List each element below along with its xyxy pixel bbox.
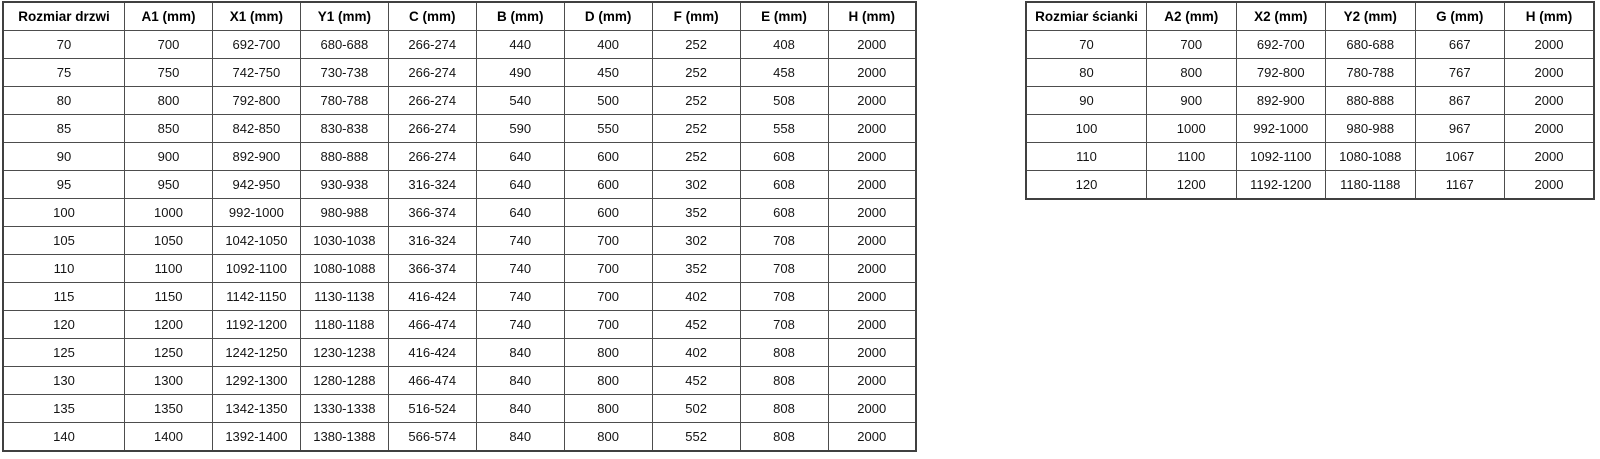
table-cell: 600 [564,143,652,171]
table-cell: 2000 [828,339,916,367]
table-cell: 792-800 [212,87,300,115]
table-cell: 600 [564,171,652,199]
table-cell: 980-988 [300,199,388,227]
table-cell: 2000 [828,227,916,255]
table-cell: 850 [125,115,213,143]
column-header: A2 (mm) [1147,2,1237,31]
table-cell: 1342-1350 [212,395,300,423]
table-cell: 700 [1147,31,1237,59]
table-cell: 2000 [828,87,916,115]
table-cell: 2000 [828,423,916,452]
table-cell: 85 [3,115,125,143]
table-cell: 266-274 [388,31,476,59]
table-cell: 740 [476,255,564,283]
table-cell: 808 [740,367,828,395]
table-row [3,31,916,59]
column-header: Y2 (mm) [1326,2,1416,31]
table-cell: 742-750 [212,59,300,87]
table-cell: 1250 [125,339,213,367]
table-cell: 1230-1238 [300,339,388,367]
table-cell: 840 [476,423,564,452]
table-cell: 708 [740,311,828,339]
table-cell: 792-800 [1236,59,1326,87]
table-cell: 450 [564,59,652,87]
table-cell: 502 [652,395,740,423]
table-cell: 1130-1138 [300,283,388,311]
column-header: Y1 (mm) [300,2,388,31]
table-cell: 252 [652,31,740,59]
table-row [3,395,916,423]
table-cell: 2000 [1505,115,1595,143]
table-cell: 2000 [1505,87,1595,115]
table-cell: 2000 [828,115,916,143]
table-cell: 1350 [125,395,213,423]
table-cell: 1142-1150 [212,283,300,311]
table-cell: 566-574 [388,423,476,452]
table-cell: 800 [564,367,652,395]
table-row [3,255,916,283]
table-cell: 100 [3,199,125,227]
table-cell: 900 [1147,87,1237,115]
table-cell: 1192-1200 [1236,171,1326,200]
table-cell: 1080-1088 [300,255,388,283]
table-cell: 500 [564,87,652,115]
table-cell: 466-474 [388,311,476,339]
header-row [1026,2,1594,31]
table-row [1026,143,1594,171]
table-cell: 120 [1026,171,1147,200]
table-cell: 808 [740,395,828,423]
table-cell: 95 [3,171,125,199]
table-cell: 120 [3,311,125,339]
table-cell: 680-688 [1326,31,1416,59]
table-cell: 1292-1300 [212,367,300,395]
table-cell: 992-1000 [1236,115,1326,143]
table-cell: 992-1000 [212,199,300,227]
table-cell: 90 [3,143,125,171]
table-cell: 1100 [1147,143,1237,171]
table-cell: 75 [3,59,125,87]
table-cell: 830-838 [300,115,388,143]
table-cell: 1100 [125,255,213,283]
table-cell: 800 [125,87,213,115]
table-row [3,143,916,171]
table-cell: 302 [652,227,740,255]
table-cell: 900 [125,143,213,171]
table-cell: 2000 [828,199,916,227]
table-cell: 1030-1038 [300,227,388,255]
column-header: A1 (mm) [125,2,213,31]
table-cell: 452 [652,311,740,339]
table-cell: 1092-1100 [1236,143,1326,171]
table-cell: 892-900 [1236,87,1326,115]
table-cell: 1067 [1415,143,1505,171]
table-cell: 266-274 [388,115,476,143]
table-cell: 800 [564,395,652,423]
table-cell: 408 [740,31,828,59]
table-cell: 967 [1415,115,1505,143]
table-cell: 252 [652,59,740,87]
table-cell: 516-524 [388,395,476,423]
wall-dimensions-table [1025,1,1595,200]
table-row [1026,31,1594,59]
table-cell: 140 [3,423,125,452]
table-cell: 1242-1250 [212,339,300,367]
table-cell: 2000 [828,283,916,311]
table-cell: 1330-1338 [300,395,388,423]
table-row [3,423,916,452]
column-header: Rozmiar drzwi [3,2,125,31]
table-row [1026,171,1594,200]
table-cell: 366-374 [388,199,476,227]
table-cell: 708 [740,255,828,283]
table-row [3,311,916,339]
column-header: C (mm) [388,2,476,31]
table-cell: 708 [740,283,828,311]
table-cell: 930-938 [300,171,388,199]
table-cell: 2000 [1505,31,1595,59]
table-cell: 2000 [828,59,916,87]
table-cell: 266-274 [388,59,476,87]
table-cell: 842-850 [212,115,300,143]
table-cell: 80 [3,87,125,115]
table-cell: 70 [1026,31,1147,59]
table-cell: 252 [652,115,740,143]
table-cell: 767 [1415,59,1505,87]
table-cell: 135 [3,395,125,423]
table-cell: 2000 [1505,171,1595,200]
table-cell: 2000 [828,255,916,283]
table-cell: 452 [652,367,740,395]
table-cell: 590 [476,115,564,143]
table-cell: 700 [564,255,652,283]
table-cell: 840 [476,339,564,367]
table-cell: 608 [740,143,828,171]
column-header: F (mm) [652,2,740,31]
table-cell: 700 [125,31,213,59]
table-cell: 550 [564,115,652,143]
table-cell: 130 [3,367,125,395]
table-row [3,87,916,115]
table-cell: 680-688 [300,31,388,59]
table-cell: 1150 [125,283,213,311]
table-cell: 880-888 [1326,87,1416,115]
table-cell: 466-474 [388,367,476,395]
table-cell: 1180-1188 [300,311,388,339]
column-header: H (mm) [1505,2,1595,31]
table-cell: 740 [476,227,564,255]
table-cell: 110 [1026,143,1147,171]
table-cell: 110 [3,255,125,283]
table-cell: 867 [1415,87,1505,115]
table-cell: 105 [3,227,125,255]
table-cell: 508 [740,87,828,115]
table-cell: 1180-1188 [1326,171,1416,200]
column-header: Rozmiar ścianki [1026,2,1147,31]
table-row [3,283,916,311]
table-cell: 942-950 [212,171,300,199]
table-cell: 100 [1026,115,1147,143]
table-cell: 840 [476,395,564,423]
table-cell: 700 [564,311,652,339]
table-cell: 352 [652,199,740,227]
table-cell: 402 [652,283,740,311]
table-cell: 1000 [125,199,213,227]
table-cell: 266-274 [388,87,476,115]
table-cell: 608 [740,199,828,227]
table-cell: 700 [564,227,652,255]
table-cell: 2000 [828,395,916,423]
column-header: B (mm) [476,2,564,31]
table-cell: 125 [3,339,125,367]
table-cell: 808 [740,339,828,367]
table-cell: 1050 [125,227,213,255]
table-cell: 640 [476,143,564,171]
table-cell: 1167 [1415,171,1505,200]
table-cell: 90 [1026,87,1147,115]
table-row [3,171,916,199]
table-cell: 1042-1050 [212,227,300,255]
table-cell: 400 [564,31,652,59]
table-cell: 266-274 [388,143,476,171]
table-cell: 808 [740,423,828,452]
table-cell: 1400 [125,423,213,452]
table-cell: 1380-1388 [300,423,388,452]
table-cell: 2000 [828,367,916,395]
table-cell: 1000 [1147,115,1237,143]
table-cell: 880-888 [300,143,388,171]
table-row [1026,87,1594,115]
column-header: X2 (mm) [1236,2,1326,31]
table-cell: 2000 [828,171,916,199]
table-cell: 316-324 [388,171,476,199]
table-cell: 352 [652,255,740,283]
table-cell: 840 [476,367,564,395]
table-cell: 780-788 [1326,59,1416,87]
column-header: X1 (mm) [212,2,300,31]
table-cell: 2000 [1505,143,1595,171]
table-cell: 2000 [828,31,916,59]
table-cell: 692-700 [1236,31,1326,59]
table-cell: 892-900 [212,143,300,171]
table-cell: 740 [476,311,564,339]
table-cell: 2000 [1505,59,1595,87]
table-cell: 416-424 [388,339,476,367]
table-cell: 800 [564,423,652,452]
table-cell: 440 [476,31,564,59]
table-cell: 252 [652,143,740,171]
table-cell: 1300 [125,367,213,395]
table-cell: 1200 [125,311,213,339]
table-cell: 1080-1088 [1326,143,1416,171]
door-dimensions-table [2,1,917,452]
column-header: H (mm) [828,2,916,31]
table-cell: 302 [652,171,740,199]
table-cell: 490 [476,59,564,87]
table-cell: 640 [476,199,564,227]
table-cell: 750 [125,59,213,87]
table-cell: 402 [652,339,740,367]
table-cell: 950 [125,171,213,199]
header-row [3,2,916,31]
table-cell: 780-788 [300,87,388,115]
table-row [1026,115,1594,143]
column-header: G (mm) [1415,2,1505,31]
table-cell: 2000 [828,311,916,339]
table-cell: 1392-1400 [212,423,300,452]
table-cell: 316-324 [388,227,476,255]
table-cell: 558 [740,115,828,143]
table-cell: 800 [564,339,652,367]
table-cell: 740 [476,283,564,311]
table-cell: 552 [652,423,740,452]
table-row [3,339,916,367]
table-cell: 366-374 [388,255,476,283]
table-cell: 416-424 [388,283,476,311]
table-cell: 730-738 [300,59,388,87]
column-header: D (mm) [564,2,652,31]
table-cell: 667 [1415,31,1505,59]
table-row [3,227,916,255]
table-cell: 708 [740,227,828,255]
table-cell: 600 [564,199,652,227]
table-row [3,199,916,227]
table-cell: 1192-1200 [212,311,300,339]
table-cell: 980-988 [1326,115,1416,143]
table-row [3,59,916,87]
table-row [1026,59,1594,87]
table-cell: 1092-1100 [212,255,300,283]
table-cell: 252 [652,87,740,115]
table-cell: 2000 [828,143,916,171]
table-cell: 80 [1026,59,1147,87]
table-cell: 70 [3,31,125,59]
column-header: E (mm) [740,2,828,31]
table-cell: 115 [3,283,125,311]
table-cell: 540 [476,87,564,115]
table-cell: 1280-1288 [300,367,388,395]
table-cell: 608 [740,171,828,199]
table-row [3,367,916,395]
table-cell: 458 [740,59,828,87]
table-row [3,115,916,143]
table-cell: 640 [476,171,564,199]
table-cell: 800 [1147,59,1237,87]
table-cell: 700 [564,283,652,311]
table-cell: 692-700 [212,31,300,59]
table-cell: 1200 [1147,171,1237,200]
